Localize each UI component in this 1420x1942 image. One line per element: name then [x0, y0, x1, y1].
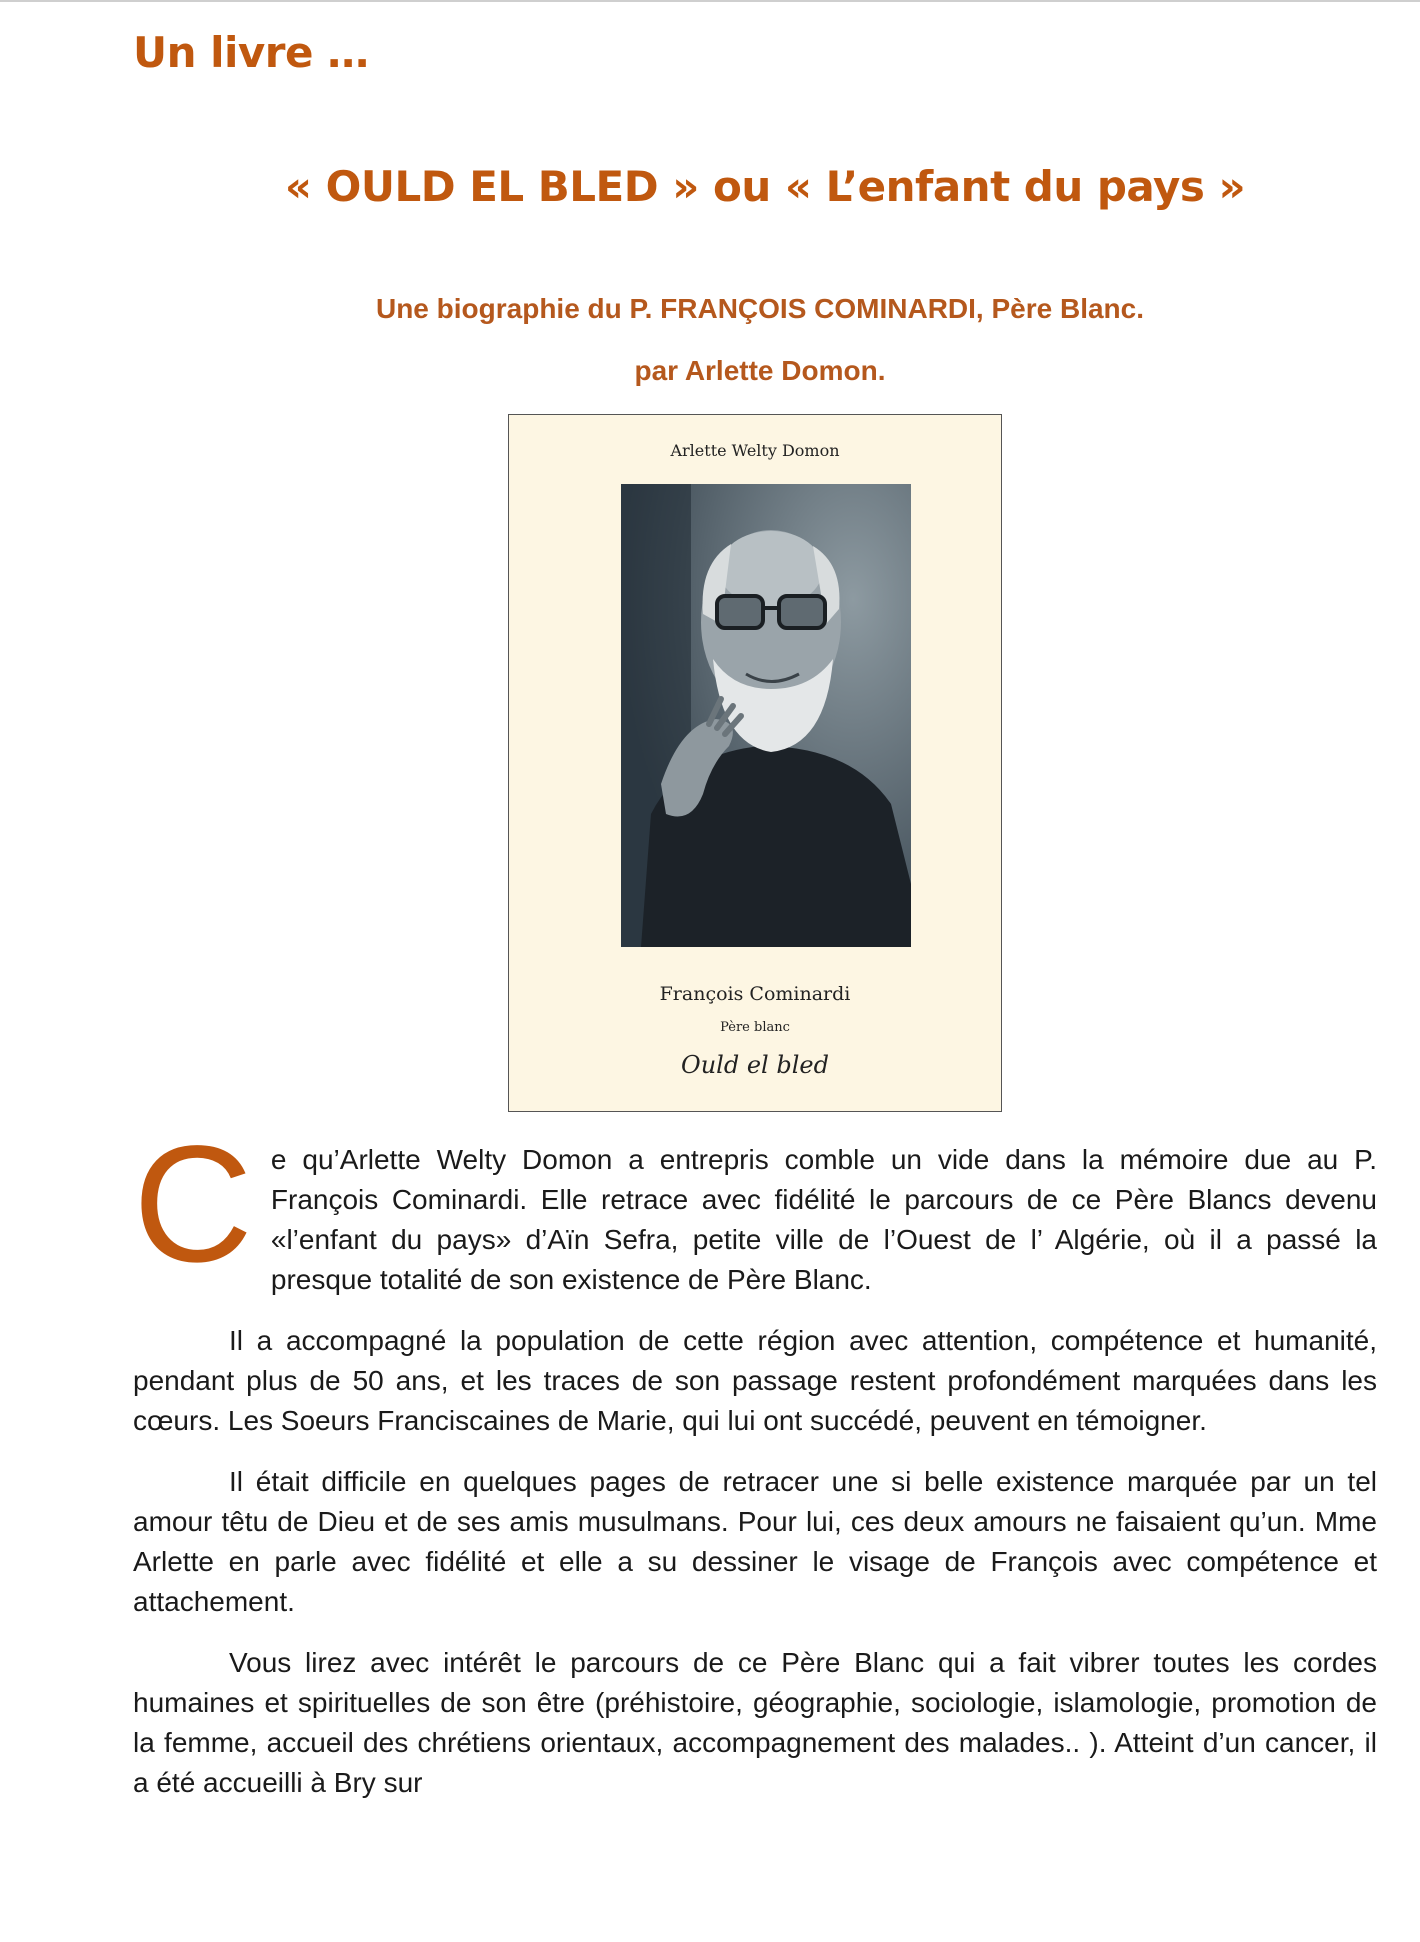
paragraph-4: Vous lirez avec intérêt le parcours de ce Père Blanc qui a fait vibrer toutes les cordes humaines et spirituelles de son être (préhistoire, géographie, sociologie, islamologie, promotion de la femme, accueil des chrétiens orientaux, accompagnement des malades.. ). Atteint d’un cancer, il a été accueilli à Bry sur: [133, 1647, 1377, 1798]
cover-subject-role: Père blanc: [720, 1020, 790, 1035]
paragraph-2: Il a accompagné la population de cette région avec attention, compétence et humanité, pendant plus de 50 ans, et les traces de son passage restent profondément marquées dans les cœurs. Les Soeurs Franciscaines de Marie, qui lui ont succédé, peuvent en témoigner.: [133, 1325, 1377, 1436]
section-heading: Un livre …: [133, 28, 369, 77]
cover-subject-name: François Cominardi: [659, 983, 851, 1005]
portrait-illustration: [621, 484, 911, 947]
byline: par Arlette Domon.: [634, 355, 886, 386]
cover-portrait-photo: [621, 484, 911, 947]
book-title: « OULD EL BLED » ou « L’enfant du pays »: [284, 162, 1246, 211]
article-body: [133, 1112, 1377, 1824]
paragraph-3: Il était difficile en quelques pages de retracer une si belle existence marquée par un tel amour têtu de Dieu et de ses amis musulmans. Pour lui, ces deux amours ne faisaient qu’un. Mme Arlette en parle avec fidélité et elle a su dessiner le visage de François avec compétence et attachement.: [133, 1466, 1377, 1617]
cover-book-title: Ould el bled: [681, 1051, 829, 1079]
subtitle: Une biographie du P. FRANÇOIS COMINARDI, Père Blanc.: [375, 293, 1145, 324]
drop-cap: C: [133, 1112, 253, 1297]
paragraph-1: [133, 1112, 1377, 1300]
cover-author: Arlette Welty Domon: [670, 441, 840, 460]
book-cover-image: [508, 414, 1002, 1112]
paragraph-1-text: e qu’Arlette Welty Domon a entrepris comble un vide dans la mémoire due au P. François Cominardi. Elle retrace avec fidélité le parcours de ce Père Blancs devenu «l’enfant du pays» d’Aïn Sefra, petite ville de l’Ouest de l’ Algérie, où il a passé la presque totalité de son existence de Père Blanc.: [270, 1144, 1377, 1295]
top-rule: [0, 0, 1420, 2]
